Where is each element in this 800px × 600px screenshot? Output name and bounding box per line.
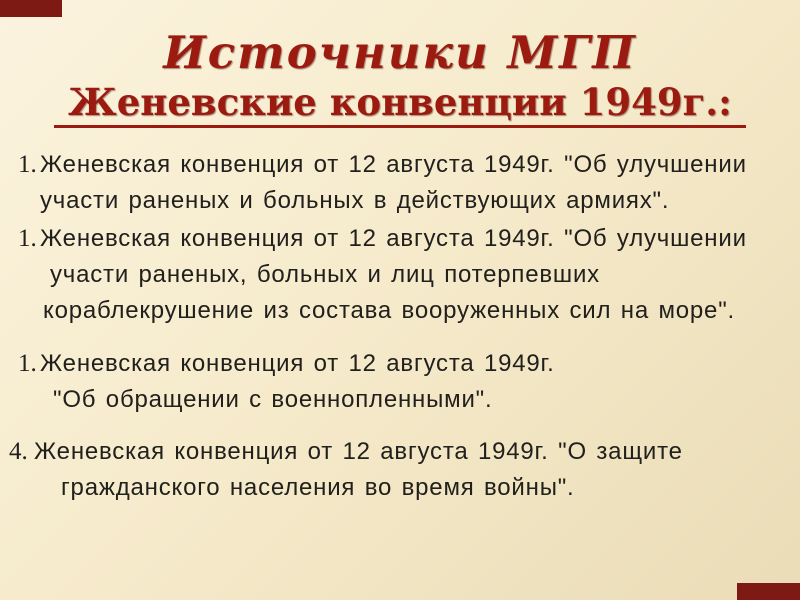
item-line: кораблекрушение из состава вооруженных сил на море". bbox=[43, 297, 735, 324]
item-line: участи раненых, больных и лиц потерпевших bbox=[50, 261, 600, 288]
list-item-4 bbox=[0, 434, 795, 506]
item-text bbox=[34, 434, 795, 506]
item-line: Женевская конвенция от 12 августа 1949г. "Об улучшении bbox=[40, 151, 747, 178]
item-line: "Об обращении с военнопленными". bbox=[53, 386, 493, 413]
item-number: 4. bbox=[9, 438, 28, 465]
item-text bbox=[40, 346, 795, 418]
item-number: 1. bbox=[18, 350, 37, 377]
list-item-1 bbox=[0, 147, 795, 219]
title-block bbox=[0, 26, 800, 128]
item-number: 1. bbox=[18, 151, 37, 178]
item-number: 1. bbox=[18, 225, 37, 252]
list-item-2 bbox=[0, 221, 795, 329]
item-line: гражданского населения во время войны". bbox=[61, 474, 575, 501]
item-line: Женевская конвенция от 12 августа 1949г. "Об улучшении bbox=[40, 225, 747, 252]
item-line: Женевская конвенция от 12 августа 1949г. "О защите bbox=[34, 438, 683, 465]
list-item-3 bbox=[0, 346, 795, 418]
conventions-list bbox=[0, 147, 795, 506]
accent-bar-bottom-right bbox=[737, 583, 800, 600]
slide-title: Источники МГП bbox=[163, 26, 637, 79]
item-text bbox=[40, 147, 795, 219]
accent-bar-top-left bbox=[0, 0, 62, 17]
item-line: Женевская конвенция от 12 августа 1949г. bbox=[40, 350, 555, 377]
slide-subtitle: Женевские конвенции 1949г.: bbox=[54, 82, 746, 128]
item-text bbox=[40, 221, 795, 329]
item-line: участи раненых и больных в действующих армиях". bbox=[40, 187, 670, 214]
